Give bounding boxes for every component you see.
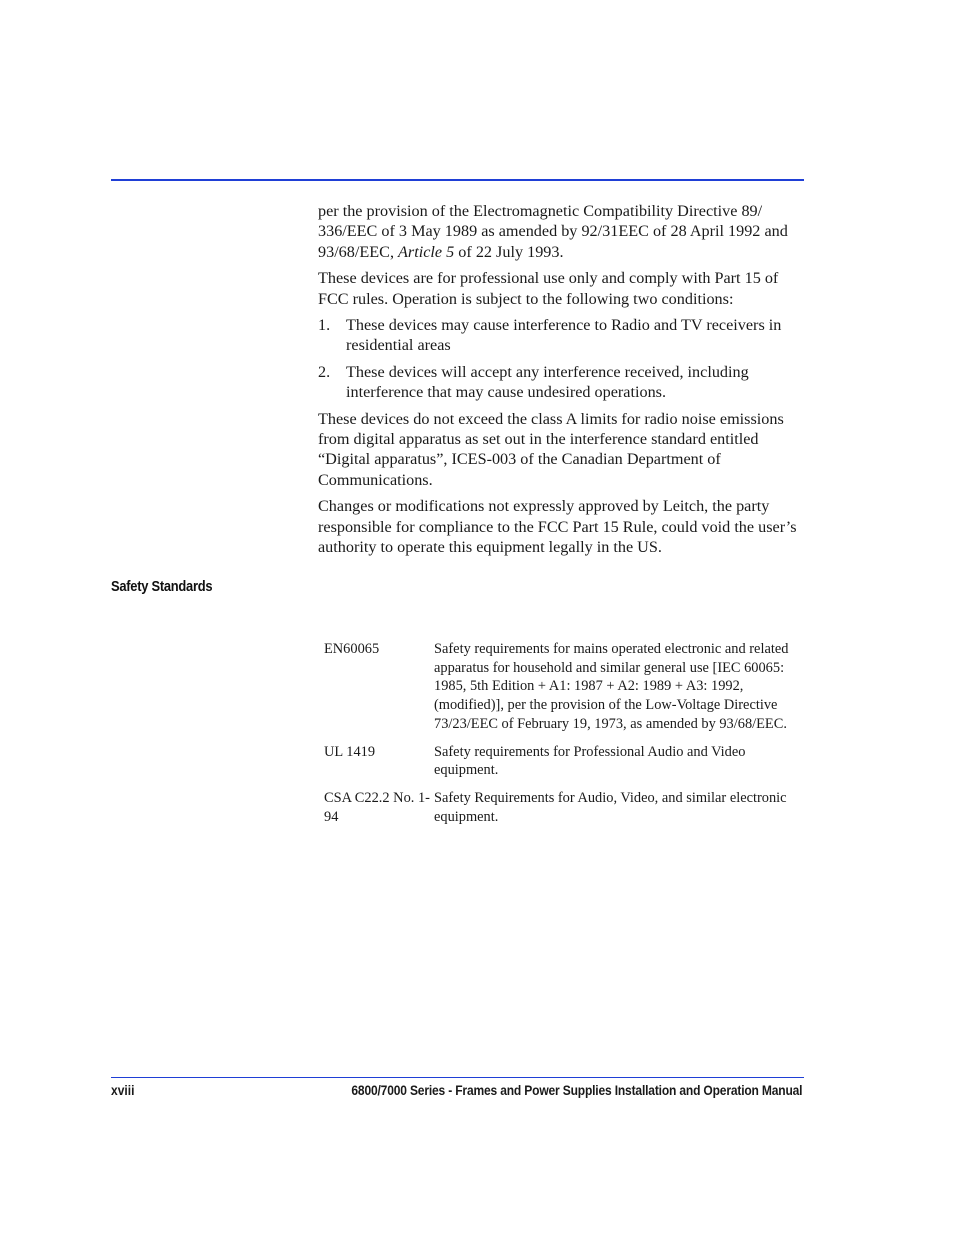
table-row [318, 789, 804, 835]
list-item [318, 362, 808, 403]
article-reference: Article 5 [398, 242, 455, 261]
footer-manual-title: 6800/7000 Series - Frames and Power Supplies Installation and Operation Manual [351, 1082, 802, 1098]
standard-description: Safety requirements for mains operated electronic and related apparatus for household and similar general use [IEC 60065: 1985, 5th Edition + A1: 1987 + A2: 1989 + A3: 1992, (modified)], per the provision of the Low-Voltage Directive 73/23/EEC of February 19, 1973, as amended by 93/68/EEC. [434, 641, 789, 732]
body-text [318, 201, 808, 564]
table-row [318, 640, 804, 743]
standard-code: CSA C22.2 No. 1-94 [324, 789, 430, 825]
list-item-text: These devices will accept any interference received, including interference that may cause undesired operations. [346, 362, 749, 402]
safety-standards-table [318, 640, 804, 835]
footer-rule [111, 1077, 804, 1078]
standard-description: Safety requirements for Professional Audio and Video equipment. [434, 743, 746, 779]
paragraph-fcc-conditions: These devices are for professional use only and comply with Part 15 of FCC rules. Operation is subject to the following two conditions: [318, 269, 779, 308]
list-item-number: 2. [318, 362, 331, 381]
section-heading-safety-standards: Safety Standards [111, 578, 213, 595]
list-item [318, 315, 808, 356]
paragraph-class-a-limits: These devices do not exceed the class A limits for radio noise emissions from digital apparatus as set out in the interference standard entitled “Digital apparatus”, ICES-003 of the Canadian Department of Communications. [318, 409, 784, 489]
standard-description: Safety Requirements for Audio, Video, and similar electronic equipment. [434, 789, 787, 825]
page-number: xviii [111, 1082, 135, 1098]
standard-code: UL 1419 [324, 743, 376, 760]
paragraph-emc-directive [318, 201, 808, 262]
conditions-list [318, 315, 808, 403]
standard-code: EN60065 [324, 641, 380, 657]
list-item-text: These devices may cause interference to Radio and TV receivers in residential areas [346, 316, 782, 355]
paragraph-modifications: Changes or modifications not expressly approved by Leitch, the party responsible for compliance to the FCC Part 15 Rule, could void the user’s authority to operate this equipment legally in the US. [318, 497, 797, 557]
table-row [318, 743, 804, 789]
list-item-number: 1. [318, 316, 331, 335]
paragraph-emc-text-b: of 22 July 1993. [454, 242, 564, 261]
header-rule [111, 179, 804, 181]
paragraph-emc-text-a: per the provision of the Electromagnetic Compatibility Directive 89/ 336/EEC of 3 May 1989 as amended by 92/31EEC of 28 April 1992 and 93/68/EEC, [318, 202, 788, 261]
